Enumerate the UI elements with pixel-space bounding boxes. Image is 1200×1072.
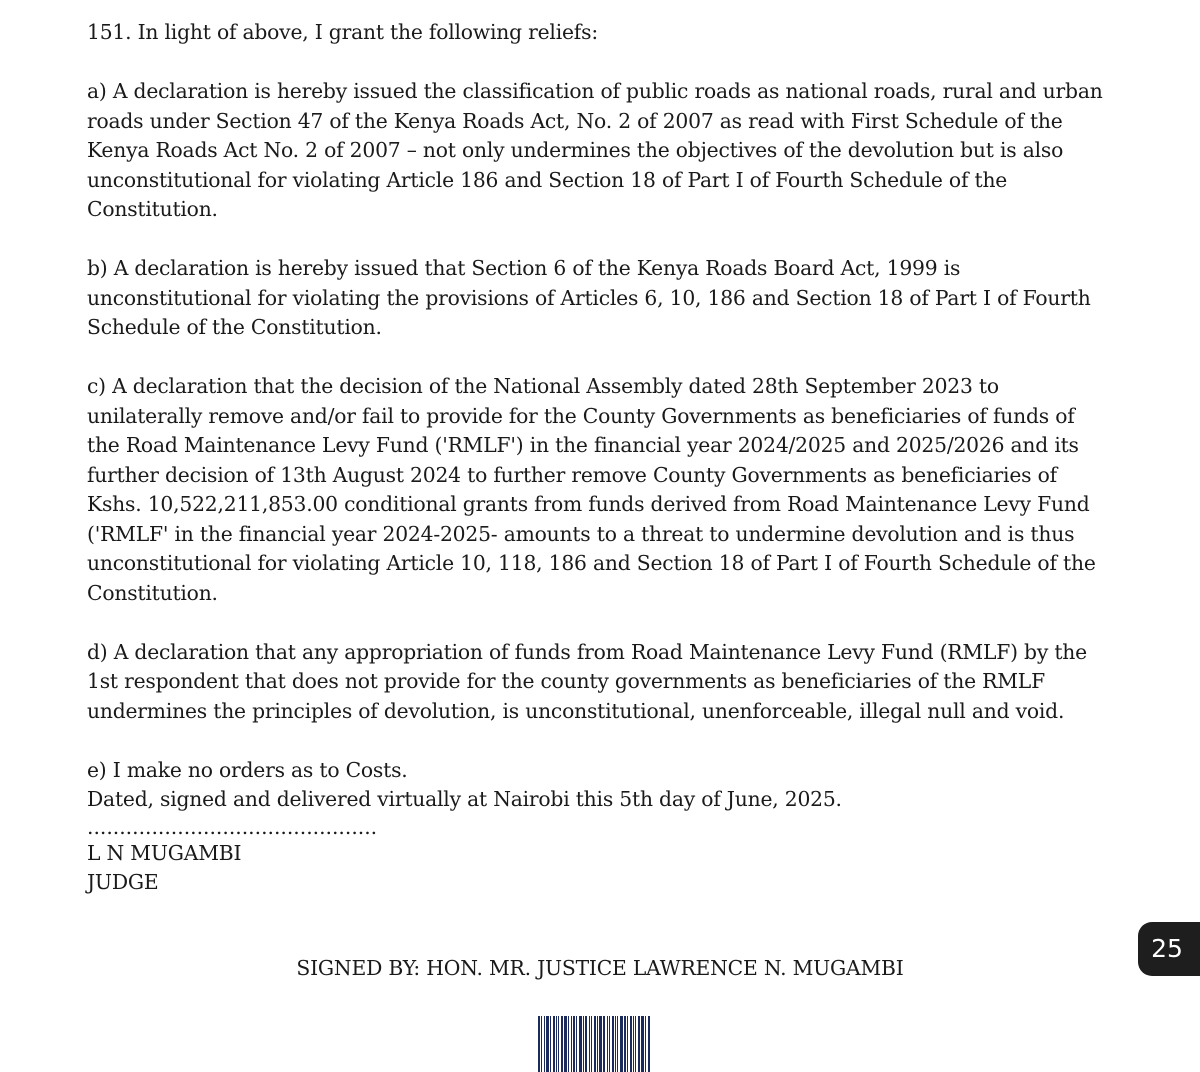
barcode-bar — [571, 1016, 572, 1072]
barcode-bar — [579, 1016, 582, 1072]
paragraph-spacer — [87, 608, 1147, 638]
barcode-bar — [568, 1016, 569, 1072]
barcode-bar — [617, 1016, 618, 1072]
barcode-bar — [538, 1016, 540, 1072]
paragraph-spacer — [87, 343, 1147, 373]
barcode-bar — [603, 1016, 605, 1072]
barcode-bar — [645, 1016, 646, 1072]
judge-name: L N MUGAMBI — [87, 840, 242, 865]
barcode-bar — [630, 1016, 632, 1072]
signed-by-footer: SIGNED BY: HON. MR. JUSTICE LAWRENCE N. MUGAMBI — [296, 956, 904, 980]
barcode-bar — [597, 1016, 598, 1072]
costs-order-line: e) I make no orders as to Costs. — [87, 757, 408, 782]
barcode-bar — [594, 1016, 596, 1072]
relief-d-paragraph: d) A declaration that any appropriation of funds from Road Maintenance Levy Fund (RMLF) by the 1st respondent that does not provide for the county governments as beneficiaries of the RMLF undermines the principles of devolution, is unconstitutional, unenforceable, illegal null and void. — [87, 639, 1087, 723]
barcode-bar — [589, 1016, 590, 1072]
barcode-bar — [627, 1016, 628, 1072]
barcode-bar — [583, 1016, 584, 1072]
barcode-bar — [624, 1016, 626, 1072]
barcode-bar — [591, 1016, 592, 1072]
barcode-icon — [538, 1016, 663, 1072]
barcode-bar — [612, 1016, 614, 1072]
dated-line: Dated, signed and delivered virtually at Nairobi this 5th day of June, 2025. — [87, 787, 842, 811]
paragraph-spacer — [87, 726, 1147, 756]
intro-paragraph: 151. In light of above, I grant the following reliefs: — [87, 20, 598, 44]
barcode-bar — [564, 1016, 567, 1072]
barcode-bar — [553, 1016, 555, 1072]
barcode-bar — [576, 1016, 577, 1072]
barcode-bar — [648, 1016, 650, 1072]
barcode-bar — [635, 1016, 636, 1072]
relief-a-paragraph: a) A declaration is hereby issued the classification of public roads as national roads, rural and urban roads under Section 47 of the Kenya Roads Act, No. 2 of 2007 as read with First Schedule of the Kenya Roads Act No. 2 of 2007 – not only undermines the objectives of the devolution but is also unconstitutional for violating Article 186 and Section 18 of Part I of Fourth Schedule of the Constitution. — [87, 79, 1103, 221]
barcode-bar — [607, 1016, 608, 1072]
barcode-bar — [541, 1016, 542, 1072]
judgment-page-body — [87, 18, 1147, 898]
relief-b-paragraph: b) A declaration is hereby issued that Section 6 of the Kenya Roads Board Act, 1999 is unconstitutional for violating the provisions of Articles 6, 10, 186 and Section 18 of Part I of Fourth Schedule of the Constitution. — [87, 256, 1091, 339]
barcode-bar — [556, 1016, 557, 1072]
barcode-bar — [561, 1016, 563, 1072]
barcode-bar — [573, 1016, 575, 1072]
barcode-bar — [558, 1016, 559, 1072]
barcode-bar — [620, 1016, 623, 1072]
paragraph-spacer — [87, 225, 1147, 255]
page-number-badge: 25 — [1138, 922, 1200, 976]
barcode-bar — [638, 1016, 640, 1072]
signature-line: ............................................. — [87, 814, 378, 839]
barcode-bar — [550, 1016, 551, 1072]
barcode-bar — [599, 1016, 602, 1072]
barcode-bar — [585, 1016, 587, 1072]
paragraph-spacer — [87, 48, 1147, 78]
judge-title: JUDGE — [87, 870, 159, 894]
relief-c-paragraph: c) A declaration that the decision of the National Assembly dated 28th September 2023 to unilaterally remove and/or fail to provide for the County Governments as beneficiaries of funds of the Road Maintenance Levy Fund ('RMLF') in the financial year 2024/2025 and 2025/2026 and its further decision of 13th August 2024 to further remove County Governments as beneficiaries of Kshs. 10,522,211,853.00 conditional grants from funds derived from Road Maintenance Levy Fund ('RMLF' in the financial year 2024-2025- amounts to a threat to undermine devolution and is thus unconstitutional for violating Article 10, 118, 186 and Section 18 of Part I of Fourth Schedule of the Constitution. — [87, 374, 1096, 605]
barcode-bar — [641, 1016, 644, 1072]
barcode-bar — [546, 1016, 549, 1072]
barcode-bar — [633, 1016, 634, 1072]
barcode-bar — [609, 1016, 610, 1072]
barcode-bar — [615, 1016, 616, 1072]
barcode-bar — [544, 1016, 545, 1072]
